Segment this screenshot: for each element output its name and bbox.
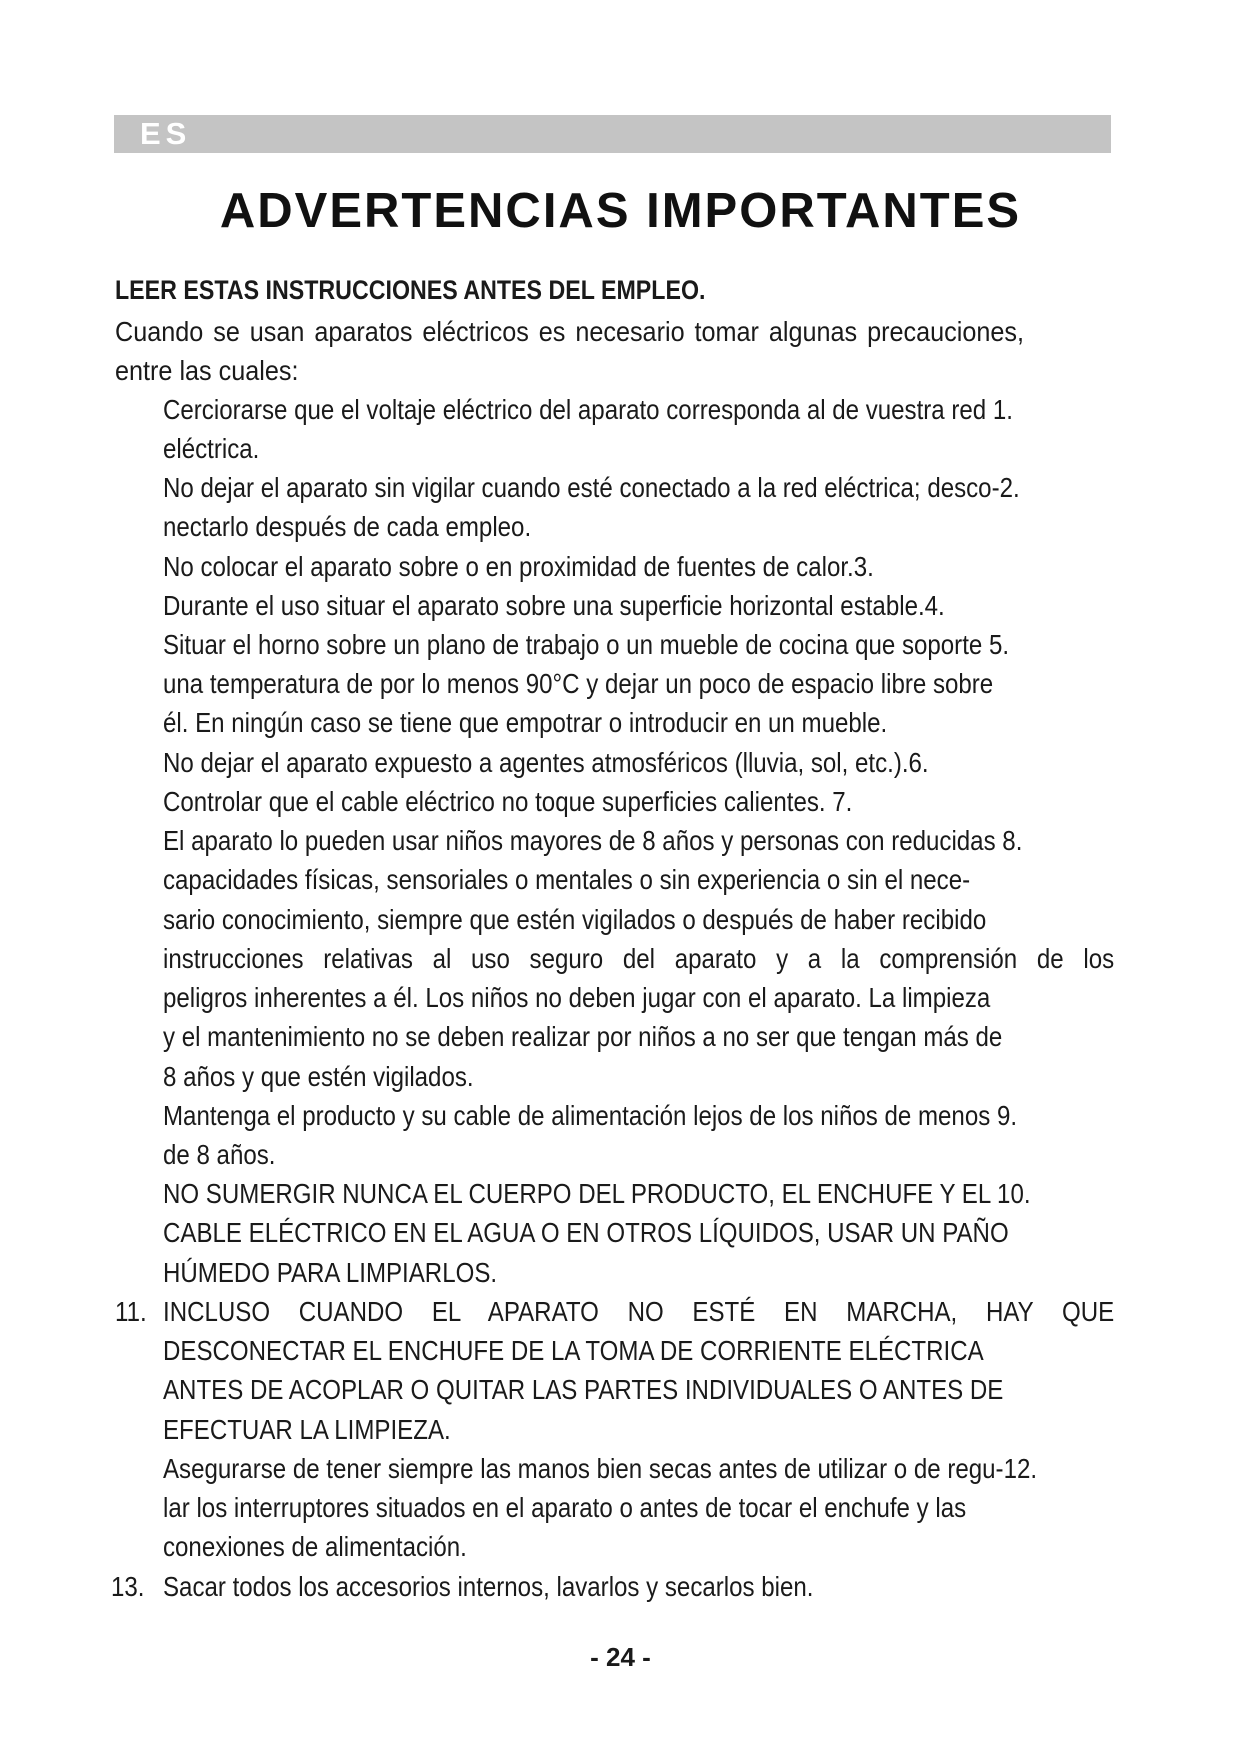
warning-line: DESCONECTAR EL ENCHUFE DE LA TOMA DE CORRIENTE ELÉCTRICA bbox=[163, 1335, 984, 1366]
warning-line: de 8 años. bbox=[163, 1139, 276, 1170]
warning-line: No colocar el aparato sobre o en proximidad de fuentes de calor.3. bbox=[163, 551, 874, 582]
warning-line: NO SUMERGIR NUNCA EL CUERPO DEL PRODUCTO, EL ENCHUFE Y EL 10. bbox=[163, 1178, 1031, 1209]
warning-line: instrucciones relativas al uso seguro del aparato y a la comprensión de los bbox=[163, 943, 1115, 974]
warning-line: eléctrica. bbox=[163, 433, 260, 464]
warning-line: él. En ningún caso se tiene que empotrar o introducir en un mueble. bbox=[163, 707, 888, 738]
item-number: 11. bbox=[115, 1296, 147, 1327]
intro-paragraph bbox=[115, 312, 1024, 390]
warning-line: INCLUSO CUANDO EL APARATO NO ESTÉ EN MARCHA, HAY QUE bbox=[163, 1296, 1115, 1327]
warning-line: capacidades físicas, sensoriales o mentales o sin experiencia o sin el nece- bbox=[163, 864, 971, 895]
warning-line: una temperatura de por lo menos 90°C y dejar un poco de espacio libre sobre bbox=[163, 668, 994, 699]
warning-line: lar los interruptores situados en el aparato o antes de tocar el enchufe y las bbox=[163, 1492, 967, 1523]
warning-line: El aparato lo pueden usar niños mayores de 8 años y personas con reducidas 8. bbox=[163, 825, 1023, 856]
warning-line: Asegurarse de tener siempre las manos bien secas antes de utilizar o de regu-12. bbox=[163, 1453, 1038, 1484]
warning-line: sario conocimiento, siempre que estén vigilados o después de haber recibido bbox=[163, 904, 987, 935]
warning-line: Cerciorarse que el voltaje eléctrico del aparato corresponda al de vuestra red 1. bbox=[163, 394, 1013, 425]
language-label: ES bbox=[140, 116, 192, 151]
subtitle: LEER ESTAS INSTRUCCIONES ANTES DEL EMPLEO. bbox=[115, 275, 706, 305]
warning-line: Mantenga el producto y su cable de alimentación lejos de los niños de menos 9. bbox=[163, 1100, 1018, 1131]
warning-line: Controlar que el cable eléctrico no toque superficies calientes. 7. bbox=[163, 786, 853, 817]
warning-line: Situar el horno sobre un plano de trabajo o un mueble de cocina que soporte 5. bbox=[163, 629, 1010, 660]
intro-line: entre las cuales: bbox=[115, 355, 299, 386]
warning-line: nectarlo después de cada empleo. bbox=[163, 511, 532, 542]
warning-line: ANTES DE ACOPLAR O QUITAR LAS PARTES INDIVIDUALES O ANTES DE bbox=[163, 1374, 1004, 1405]
item-number: 13. bbox=[111, 1571, 145, 1602]
warning-line: No dejar el aparato sin vigilar cuando esté conectado a la red eléctrica; desco-2. bbox=[163, 472, 1020, 503]
warning-line: No dejar el aparato expuesto a agentes atmosféricos (lluvia, sol, etc.).6. bbox=[163, 747, 929, 778]
intro-line: Cuando se usan aparatos eléctricos es necesario tomar algunas precauciones, bbox=[115, 316, 1024, 347]
language-bar bbox=[114, 115, 1111, 153]
warning-line: y el mantenimiento no se deben realizar por niños a no ser que tengan más de bbox=[163, 1021, 1003, 1052]
warning-line: Durante el uso situar el aparato sobre una superficie horizontal estable.4. bbox=[163, 590, 945, 621]
page-number: - 24 - bbox=[590, 1642, 651, 1672]
page-title: ADVERTENCIAS IMPORTANTES bbox=[219, 184, 1022, 238]
warning-line: 8 años y que estén vigilados. bbox=[163, 1061, 474, 1092]
warning-line: peligros inherentes a él. Los niños no deben jugar con el aparato. La limpieza bbox=[163, 982, 991, 1013]
warning-line: CABLE ELÉCTRICO EN EL AGUA O EN OTROS LÍQUIDOS, USAR UN PAÑO bbox=[163, 1217, 1009, 1248]
warning-line: conexiones de alimentación. bbox=[163, 1531, 467, 1562]
warning-line: Sacar todos los accesorios internos, lavarlos y secarlos bien. bbox=[163, 1571, 814, 1602]
warning-line: HÚMEDO PARA LIMPIARLOS. bbox=[163, 1257, 498, 1288]
warning-line: EFECTUAR LA LIMPIEZA. bbox=[163, 1414, 451, 1445]
